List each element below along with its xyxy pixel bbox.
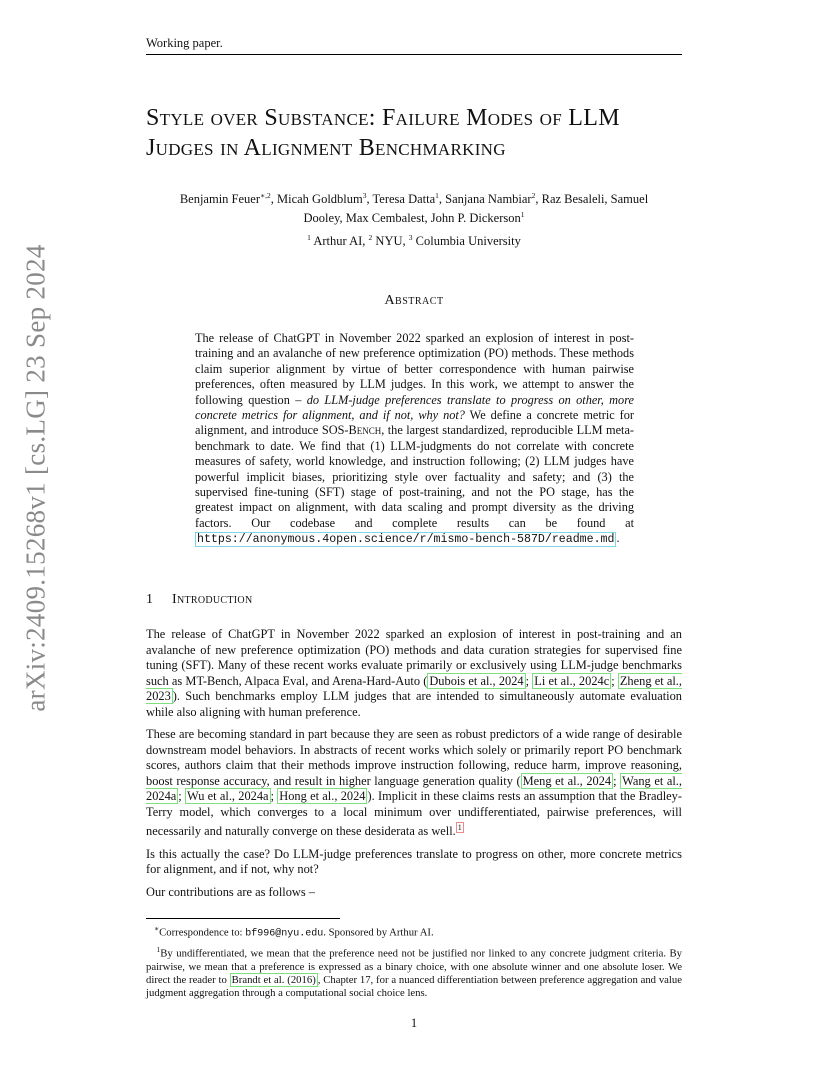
affil-text: Arthur AI, (310, 234, 369, 249)
title-line-2: Judges in Alignment Benchmarking (146, 135, 506, 161)
citation-link[interactable]: Dubois et al., 2024 (429, 673, 524, 688)
body-text: ; (611, 673, 618, 688)
author-list (146, 188, 682, 226)
email-link[interactable]: bf996@nyu.edu (245, 928, 324, 940)
body-text: ). Such benchmarks employ LLM judges that are intended to simultaneously automate evaluation while also aligning with human preference. (146, 689, 682, 719)
abstract-text: , the largest standardized, reproducible LLM meta-benchmark to date. We find that (1) LLM-judgments do not correlate with concrete measures of safety, world knowledge, and instruction following; (2) LLM judges have powerful implicit biases, prioritizing style over factuality and safety; and (3) the supervised fine-tuning (SFT) stage of post-training, and not the PO stage, has the greatest impact on alignment, with data scaling and prompt diversity as the driving factors. Our codebase and complete results can be found at (195, 423, 634, 530)
affiliations (146, 233, 682, 249)
affil-mark: 2 (368, 233, 373, 242)
footnote-text: Correspondence to: (159, 926, 246, 939)
body-text: ; (270, 789, 278, 803)
section-title: Introduction (172, 592, 253, 607)
footnotes (146, 922, 682, 1003)
citation-link[interactable]: Brandt et al. (2016) (231, 974, 316, 987)
arxiv-identifier: arXiv:2409.15268v1 [cs.LG] 23 Sep 2024 (20, 244, 51, 712)
footnote-text: . Sponsored by Arthur AI. (323, 926, 434, 939)
abstract-question: do LLM-judge preferences translate to progress on other, more concrete metrics for alignment, and if not, why not? (195, 392, 634, 423)
title-line-1: Style over Substance: Failure Modes of LLM (146, 105, 620, 131)
body-text: The release of ChatGPT in November 2022 sparked an explosion of interest in post-training and an avalanche of new preference optimization (PO) methods and data curation strategies for supervised fine tuning (SFT). Many of these recent works evaluate primarily or exclusively using LLM-judge benchmarks such as MT-Bench, Alpaca Eval, and Arena-Hard-Auto ( (146, 627, 682, 688)
body-text: ). Implicit in these claims rests an assumption that the Bradley-Terry model, which converges to a local minimum over undifferentiated, pairwise preferences, will necessarily and naturally converge on these desiderata as well. (146, 789, 682, 839)
citation-link[interactable]: Li et al., 2024c (534, 673, 610, 688)
body-text: These are becoming standard in part because they are seen as robust predictors of a wide range of desirable downstream model behaviors. In abstracts of recent works which solely or primarily report PO benchmark scores, authors claim that their methods improve instruction following, reduce harm, improve reasoning, boost response accuracy, and result in higher language generation quality ( (146, 727, 682, 788)
footnote-1 (146, 943, 682, 1001)
affil-mark: 1 (307, 233, 311, 242)
author-text: Dooley, Max Cembalest, John P. Dickerson (303, 211, 521, 226)
intro-paragraph (146, 847, 682, 878)
footnote-text: By undifferentiated, we mean that the preference need not be justified nor linked to any concrete judgment criteria. By pairwise, we mean that a preference is expressed as a binary choice, with one absolute winner and one absolute loser. We direct the reader to (146, 947, 682, 987)
author-affil-mark: ∗,2 (260, 191, 271, 200)
footnote-text: , Chapter 17, for a nuanced differentiation between preference aggregation and value judgment aggregation through a computational social choice lens. (146, 974, 682, 1000)
body-text: ; (178, 789, 185, 803)
body-text: ; (613, 773, 621, 788)
footnote-divider (146, 918, 340, 919)
introduction-body (146, 627, 682, 907)
section-number: 1 (146, 592, 154, 607)
citation-link[interactable]: Wu et al., 2024a (187, 789, 269, 803)
footnote-ref-link[interactable]: 1 (457, 823, 462, 832)
abstract-heading: Abstract (384, 293, 444, 308)
author-affil-mark: 3 (362, 191, 367, 200)
author-line-1 (146, 188, 682, 207)
paper-title (146, 103, 706, 163)
abstract-body (195, 331, 634, 548)
footnote-mark: ∗ (154, 924, 160, 933)
running-header (146, 36, 682, 55)
codebase-url-link[interactable]: https://anonymous.4open.science/r/mismo-bench-587D/readme.md (197, 533, 615, 547)
footnote-mark: 1 (156, 944, 161, 954)
author-text: , Micah Goldblum (270, 192, 363, 207)
citation-link[interactable]: Meng et al., 2024 (522, 773, 612, 788)
citation-link[interactable]: Zheng et al., 2023 (146, 673, 682, 703)
intro-paragraph (146, 627, 682, 720)
citation-link[interactable]: Wang et al., 2024a (146, 773, 682, 803)
body-text: ; (525, 673, 533, 688)
intro-paragraph (146, 885, 682, 901)
affil-mark: 3 (408, 233, 413, 242)
page-number: 1 (410, 1016, 418, 1030)
body-text: Our contributions are as follows – (146, 884, 315, 899)
affil-text: NYU, (372, 234, 409, 249)
author-text: Benjamin Feuer (179, 192, 261, 207)
author-text: , Sanjana Nambiar (438, 192, 532, 207)
author-affil-mark: 1 (435, 191, 439, 200)
author-text: , Raz Besaleli, Samuel (535, 192, 649, 207)
abstract-text: . (616, 531, 620, 546)
benchmark-name: SOS-Bench (321, 423, 382, 438)
section-heading-introduction (146, 592, 682, 608)
affil-text: Columbia University (412, 234, 521, 249)
running-header-text: Working paper. (146, 36, 223, 50)
author-affil-mark: 2 (531, 191, 536, 200)
footnote-correspondence (146, 922, 682, 941)
abstract-text: The release of ChatGPT in November 2022 sparked an explosion of interest in post-training and an avalanche of new preference optimization (PO) methods. These methods claim superior alignment by virtue of better correspondence with human pairwise preferences, often measured by LLM judges. In this work, we attempt to answer the following question – (195, 331, 634, 407)
citation-link[interactable]: Hong et al., 2024 (279, 789, 366, 803)
intro-paragraph (146, 727, 682, 840)
body-text: Is this actually the case? Do LLM-judge preferences translate to progress on other, more concrete metrics for alignment, and if not, why not? (146, 846, 682, 877)
abstract-text: We define a concrete metric for alignment, and introduce (195, 408, 634, 438)
author-line-2 (146, 207, 682, 226)
author-affil-mark: 1 (520, 210, 525, 220)
author-text: , Teresa Datta (366, 192, 436, 207)
